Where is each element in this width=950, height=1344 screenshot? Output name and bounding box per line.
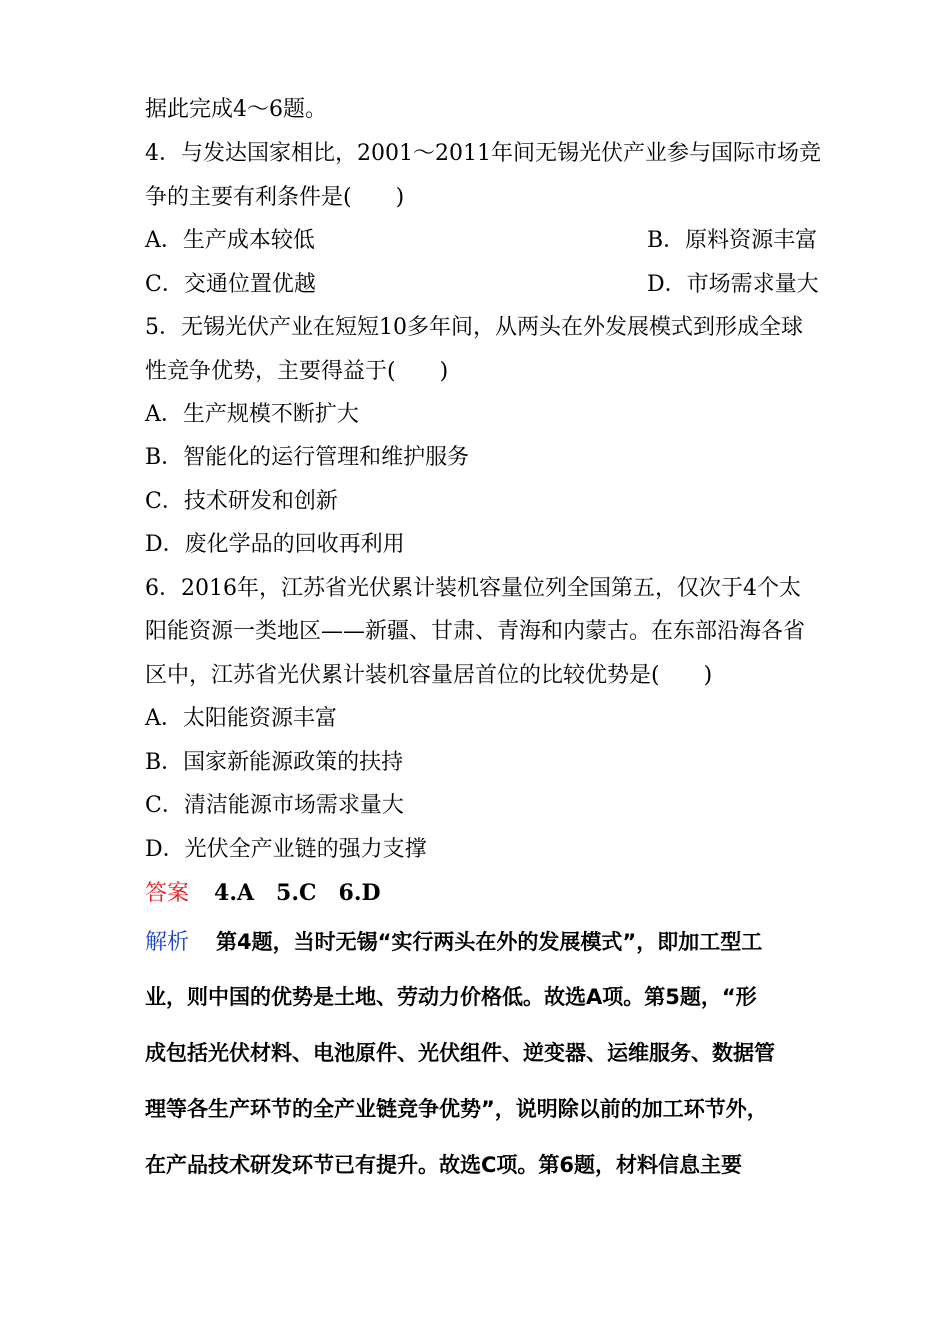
question-4-line-2: 争的主要有利条件是( ) xyxy=(145,185,405,210)
intro-text: 据此完成4～6题。 xyxy=(145,97,327,122)
question-4-options-row-2 xyxy=(145,270,819,300)
explanation-label: 解析 xyxy=(145,930,190,955)
question-5-option-c: C．技术研发和创新 xyxy=(145,489,338,514)
question-4-option-b: B．原料资源丰富 xyxy=(647,228,818,253)
question-5-option-b: B．智能化的运行管理和维护服务 xyxy=(145,445,470,470)
question-6-line-2: 阳能资源一类地区——新疆、甘肃、青海和内蒙古。在东部沿海各省 xyxy=(145,619,806,644)
explanation-row-1 xyxy=(145,927,762,958)
question-5-option-d: D．废化学品的回收再利用 xyxy=(145,532,405,557)
question-4-option-a: A．生产成本较低 xyxy=(145,228,315,253)
explanation-line-1: 第4题，当时无锡“实行两头在外的发展模式”，即加工型工 xyxy=(216,930,763,954)
question-6-option-b: B．国家新能源政策的扶持 xyxy=(145,750,404,775)
question-6-option-c: C．清洁能源市场需求量大 xyxy=(145,793,404,818)
explanation-line-2: 业，则中国的优势是土地、劳动力价格低。故选A项。第5题，“形 xyxy=(145,985,757,1009)
question-5-option-a: A．生产规模不断扩大 xyxy=(145,402,359,427)
question-6-line-1: 6．2016年，江苏省光伏累计装机容量位列全国第五，仅次于4个太 xyxy=(145,576,801,601)
question-4-option-d: D．市场需求量大 xyxy=(647,272,819,297)
question-6-line-3: 区中，江苏省光伏累计装机容量居首位的比较优势是( ) xyxy=(145,663,713,688)
explanation-line-3: 成包括光伏材料、电池原件、光伏组件、逆变器、运维服务、数据管 xyxy=(145,1041,775,1065)
answer-row xyxy=(145,878,381,909)
question-6-option-a: A．太阳能资源丰富 xyxy=(145,706,337,731)
answer-text: 4.A 5.C 6.D xyxy=(214,880,381,906)
question-6-option-d: D．光伏全产业链的强力支撑 xyxy=(145,837,427,862)
explanation-line-5: 在产品技术研发环节已有提升。故选C项。第6题，材料信息主要 xyxy=(145,1153,743,1177)
question-4-line-1: 4．与发达国家相比，2001～2011年间无锡光伏产业参与国际市场竞 xyxy=(145,141,821,166)
question-4-options-row-1 xyxy=(145,226,818,256)
question-5-line-1: 5．无锡光伏产业在短短10多年间，从两头在外发展模式到形成全球 xyxy=(145,315,803,340)
question-4-option-c: C．交通位置优越 xyxy=(145,272,316,297)
answer-label: 答案 xyxy=(145,881,190,906)
question-5-line-2: 性竞争优势，主要得益于( ) xyxy=(145,359,449,384)
explanation-line-4: 理等各生产环节的全产业链竞争优势”，说明除以前的加工环节外， xyxy=(145,1097,768,1121)
